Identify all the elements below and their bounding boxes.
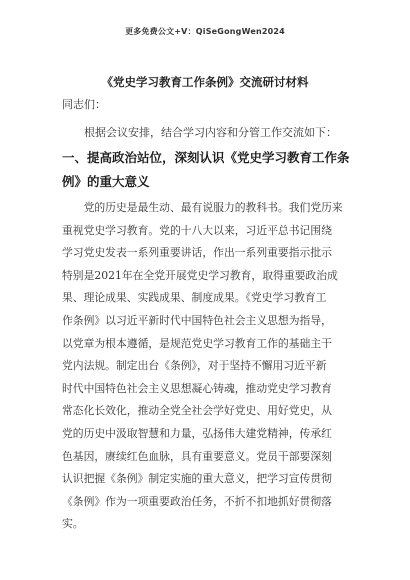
body-line: 时代中国特色社会主义思想凝心铸魂，推动党史学习教育 <box>62 381 332 395</box>
intro-paragraph: 根据会议安排，结合学习内容和分管工作交流如下： <box>84 126 337 139</box>
body-paragraph <box>62 197 354 536</box>
body-line: 党内法规。制定出台《条例》，对于坚持不懈用习近平新 <box>62 359 327 373</box>
body-line: 党的历史是最生动、最有说服力的教科书。我们党历来 <box>62 201 343 214</box>
section-heading-line: 一、提高政治站位，深刻认识《党史学习教育工作条 <box>62 150 350 165</box>
document-title: 《党史学习教育工作条例》交流研讨材料 <box>101 75 309 89</box>
body-line: 实。 <box>62 517 84 531</box>
body-line: 果、理论成果、实践成果、制度成果。《党史学习教育工 <box>62 291 327 305</box>
body-line: 以党章为根本遵循，是规范党史学习教育工作的基础主干 <box>62 336 332 350</box>
body-line: 色基因，赓续红色血脉，具有重要意义。党员干部要深刻 <box>62 449 332 463</box>
body-line: 《条例》作为一项重要政治任务，不折不扣地抓好贯彻落 <box>62 494 332 508</box>
body-line: 重视党史学习教育。党的十八大以来，习近平总书记围绕 <box>62 223 332 237</box>
header-note: 更多免费公文+V：QiSeGongWen2024 <box>125 27 285 36</box>
body-line: 认识把握《条例》制定实施的重大意义，把学习宣传贯彻 <box>62 472 332 486</box>
section-heading-line: 例》的重大意义 <box>62 174 150 189</box>
body-line: 特别是2021年在全党开展党史学习教育，取得重要政治成 <box>62 268 338 282</box>
body-line: 党的历史中汲取智慧和力量，弘扬伟大建党精神，传承红 <box>62 426 332 440</box>
body-line: 学习党史发表一系列重要讲话，作出一系列重要指示批示 <box>62 246 332 260</box>
salutation: 同志们： <box>62 98 106 111</box>
section-heading <box>62 146 352 194</box>
body-line: 作条例》以习近平新时代中国特色社会主义思想为指导， <box>62 313 332 327</box>
body-line: 常态化长效化，推动全党全社会学好党史、用好党史，从 <box>62 404 332 418</box>
